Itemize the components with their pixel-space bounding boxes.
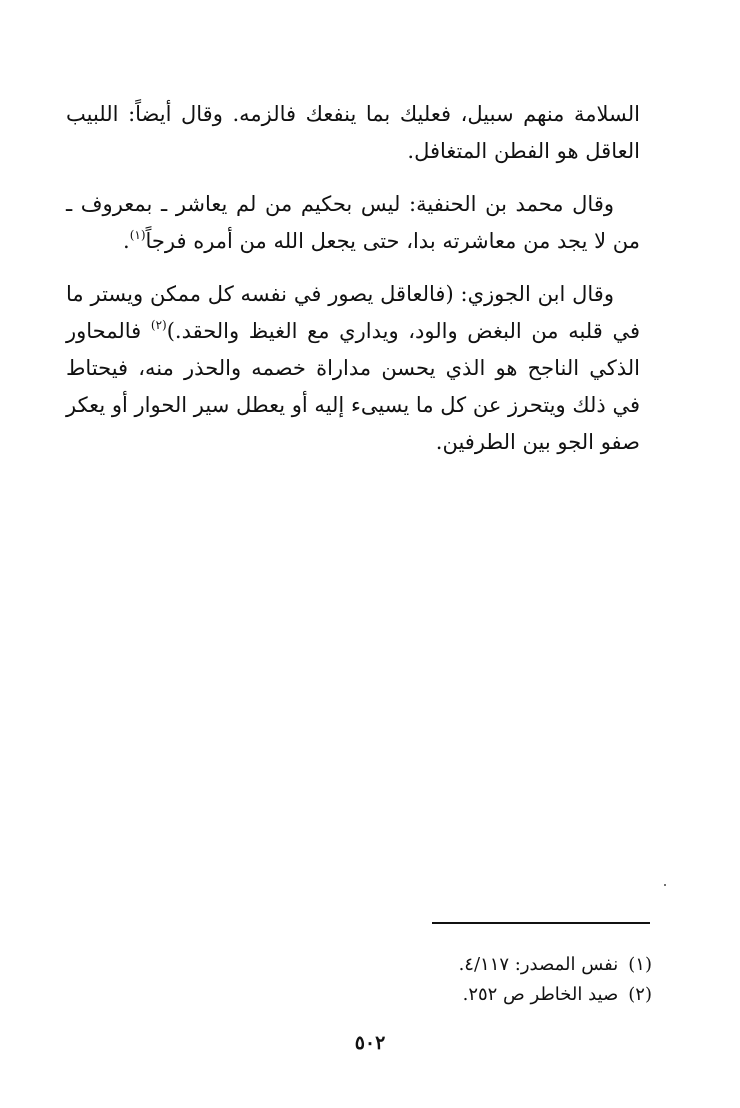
- paragraph-3: [66, 276, 640, 461]
- scan-speck: [664, 884, 666, 886]
- paragraph-2-end: .: [123, 229, 130, 253]
- paragraph-3-text: فالمحاور الذكي الناجح هو الذي يحسن مداراة خصمه والحذر منه، فيحتاط في ذلك ويتحرز عن كل ما يسيىء إليه أو يعطل سير الحوار أو يعكر صفو الجو بين الطرفين.: [66, 319, 640, 454]
- paragraph-2-text: وقال محمد بن الحنفية: ليس بحكيم من لم يعاشر ـ بمعروف ـ من لا يجد من معاشرته بدا، حتى يجعل الله من أمره فرجاً: [66, 192, 640, 253]
- main-text: [66, 96, 640, 477]
- paragraph-3-quote: وقال ابن الجوزي: (فالعاقل يصور في نفسه كل ممكن ويستر ما في قلبه من البغض والود، ويداري مع الغيظ والحقد.): [66, 282, 640, 343]
- footnote-1-number: (١): [628, 954, 652, 975]
- footnote-2: [380, 980, 652, 1010]
- footnotes: [380, 950, 652, 1010]
- footnote-2-number: (٢): [628, 984, 652, 1005]
- paragraph-2: [66, 186, 640, 260]
- footnote-2-text: صيد الخاطر ص ٢٥٢.: [462, 984, 619, 1005]
- footnote-ref-1[interactable]: (١): [129, 228, 146, 242]
- footnote-divider: [432, 922, 650, 924]
- footnote-1-text: نفس المصدر: ٤/١١٧.: [458, 954, 619, 975]
- paragraph-1-text: السلامة منهم سبيل، فعليك بما ينفعك فالزمه. وقال أيضاً: اللبيب العاقل هو الفطن المتغافل.: [66, 102, 640, 163]
- paragraph-1: [66, 96, 640, 170]
- footnote-1: [380, 950, 652, 980]
- footnote-ref-2[interactable]: (٢): [150, 318, 167, 332]
- page-number: ٥٠٢: [354, 1032, 386, 1054]
